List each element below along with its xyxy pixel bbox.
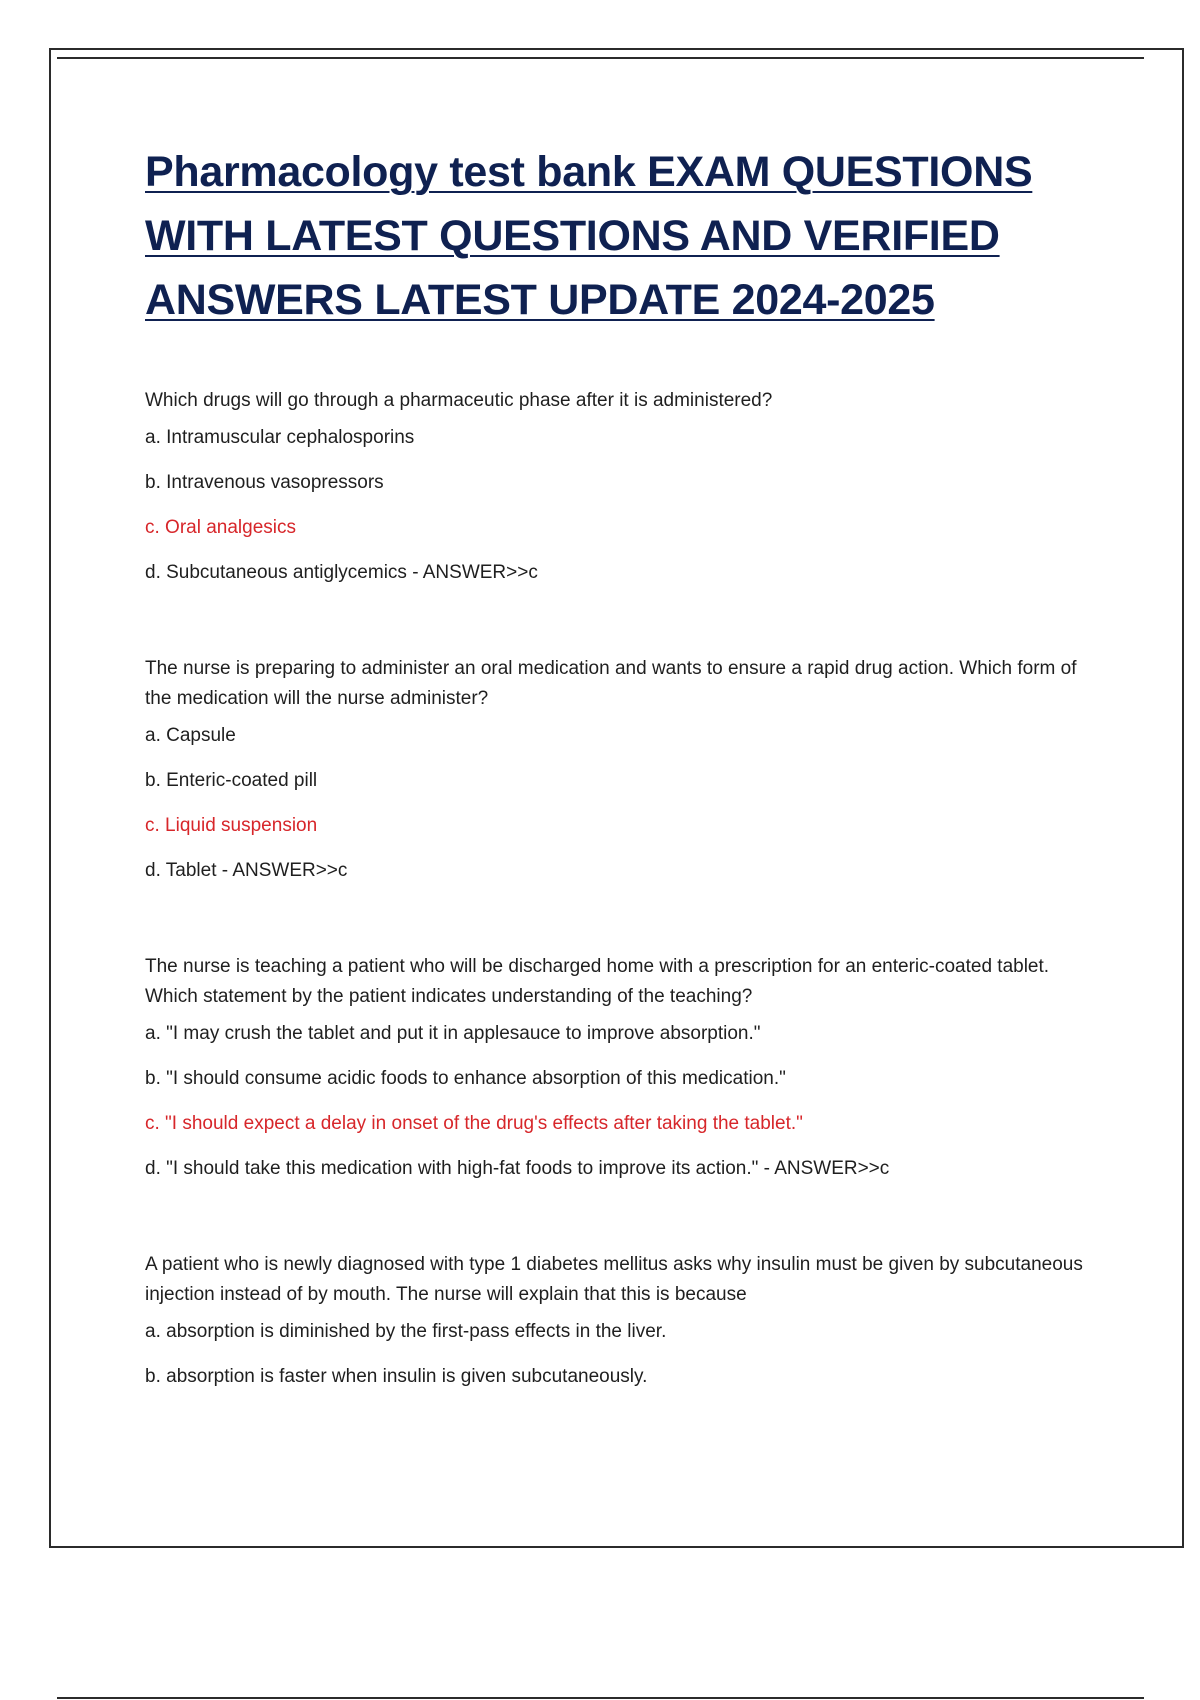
answer-option: d. Subcutaneous antiglycemics - ANSWER>>c: [145, 562, 538, 583]
answer-option: a. Intramuscular cephalosporins: [145, 427, 415, 448]
question-2: [145, 654, 1105, 904]
answer-option: a. absorption is diminished by the first-pass effects in the liver.: [145, 1321, 667, 1342]
question-stem: A patient who is newly diagnosed with type 1 diabetes mellitus asks why insulin must be given by subcutaneous injection instead of by mouth. The nurse will explain that this is because: [145, 1254, 1083, 1305]
correct-answer-option: c. Liquid suspension: [145, 815, 318, 836]
answer-option: b. "I should consume acidic foods to enhance absorption of this medication.": [145, 1068, 786, 1089]
answer-option: b. absorption is faster when insulin is given subcutaneously.: [145, 1366, 648, 1387]
question-1: [145, 386, 1105, 606]
answer-option: b. Intravenous vasopressors: [145, 472, 384, 493]
answer-option: b. Enteric-coated pill: [145, 770, 318, 791]
title-line: WITH LATEST QUESTIONS AND VERIFIED: [145, 212, 1000, 260]
answer-option: d. Tablet - ANSWER>>c: [145, 860, 348, 881]
correct-answer-option: c. Oral analgesics: [145, 517, 297, 538]
answer-option: d. "I should take this medication with high-fat foods to improve its action." - ANSWER>>c: [145, 1158, 890, 1179]
question-stem: Which drugs will go through a pharmaceutic phase after it is administered?: [145, 390, 773, 411]
question-stem: The nurse is teaching a patient who will be discharged home with a prescription for an enteric-coated tablet. Which statement by the patient indicates understanding of the teaching?: [145, 956, 1050, 1007]
document-content: [145, 140, 1105, 1458]
bottom-rule: [57, 1697, 1144, 1699]
question-4: [145, 1250, 1105, 1410]
correct-answer-option: c. "I should expect a delay in onset of the drug's effects after taking the tablet.": [145, 1113, 803, 1134]
top-rule: [57, 57, 1144, 59]
question-3: [145, 952, 1105, 1202]
answer-option: a. "I may crush the tablet and put it in applesauce to improve absorption.": [145, 1023, 761, 1044]
answer-option: a. Capsule: [145, 725, 236, 746]
title-line: Pharmacology test bank EXAM QUESTIONS: [145, 148, 1033, 196]
document-title: [145, 140, 1105, 332]
title-line: ANSWERS LATEST UPDATE 2024-2025: [145, 276, 935, 324]
question-stem: The nurse is preparing to administer an oral medication and wants to ensure a rapid drug action. Which form of the medication will the nurse administer?: [145, 658, 1077, 709]
